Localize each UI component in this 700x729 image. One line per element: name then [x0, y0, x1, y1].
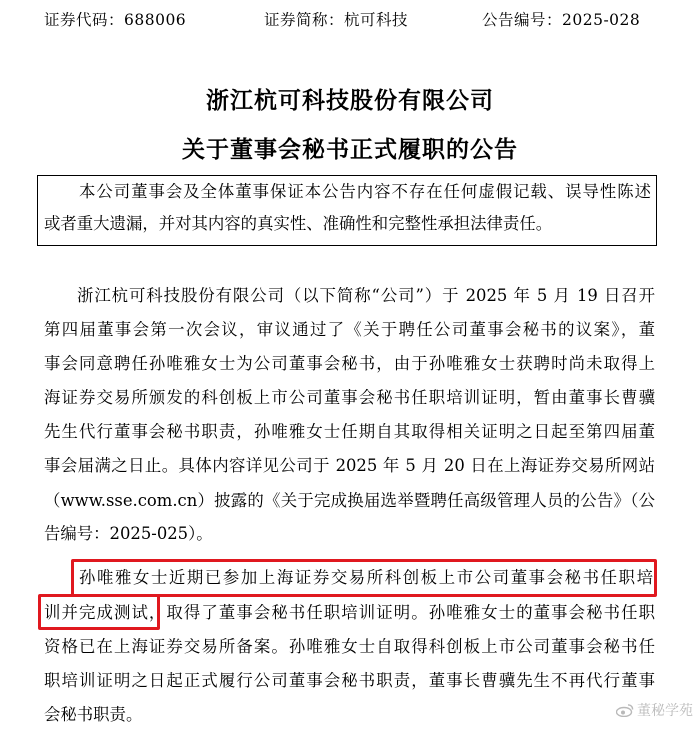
security-short-name: 证券简称：杭可科技 [264, 11, 409, 29]
document-header [0, 8, 700, 30]
company-title: 浙江杭可科技股份有限公司 [206, 88, 494, 114]
watermark-text: 董秘学苑 [637, 703, 693, 719]
paragraph-line: 事会届满之日止。具体内容详见公司于 2025 年 5 月 20 日在上海证券交易所网站 [44, 456, 655, 475]
highlight-box-2 [38, 594, 160, 630]
paragraph-line: 浙江杭可科技股份有限公司（以下简称“公司”）于 2025 年 5 月 19 日召开 [77, 286, 655, 305]
notice-line: 或者重大遗漏，并对其内容的真实性、准确性和完整性承担法律责任。 [44, 214, 553, 233]
paragraph-line: 先生代行董事会秘书职责，孙唯雅女士任期自其取得相关证明之日起至第四届董 [44, 422, 655, 441]
notice-line: 本公司董事会及全体董事保证本公告内容不存在任何虚假记载、误导性陈述 [79, 182, 651, 201]
paragraph-line: 事会同意聘任孙唯雅女士为公司董事会秘书，由于孙唯雅女士获聘时尚未取得上 [44, 354, 655, 373]
paragraph-line: 资格已在上海证券交易所备案。孙唯雅女士自取得科创板上市公司董事会秘书任 [44, 637, 655, 656]
paragraph-line: （www.sse.com.cn）披露的《关于完成换届选举暨聘任高级管理人员的公告》（公 [44, 491, 655, 510]
paragraph-line: 海证券交易所颁发的科创板上市公司董事会秘书任职培训证明，暂由董事长曹骥 [44, 388, 655, 407]
paragraph-line: 第四届董事会第一次会议，审议通过了《关于聘任公司董事会秘书的议案》，董 [44, 320, 655, 339]
paragraph-line: 会秘书职责。 [44, 705, 143, 724]
paragraph-line: 职培训证明之日起正式履行公司董事会秘书职责，董事长曹骥先生不再代行董事 [44, 671, 655, 690]
watermark [616, 700, 693, 720]
weibo-icon [616, 703, 634, 717]
announcement-number: 公告编号：2025-028 [482, 11, 641, 29]
paragraph-line: 训并完成测试，取得了董事会秘书任职培训证明。孙唯雅女士的董事会秘书任职 [44, 603, 655, 622]
security-code: 证券代码：688006 [44, 11, 187, 29]
paragraph-line: 告编号：2025-025）。 [44, 524, 213, 543]
paragraph-line: 孙唯雅女士近期已参加上海证券交易所科创板上市公司董事会秘书任职培 [79, 568, 653, 587]
highlight-box-1 [71, 559, 657, 597]
announcement-title: 关于董事会秘书正式履职的公告 [182, 137, 518, 163]
